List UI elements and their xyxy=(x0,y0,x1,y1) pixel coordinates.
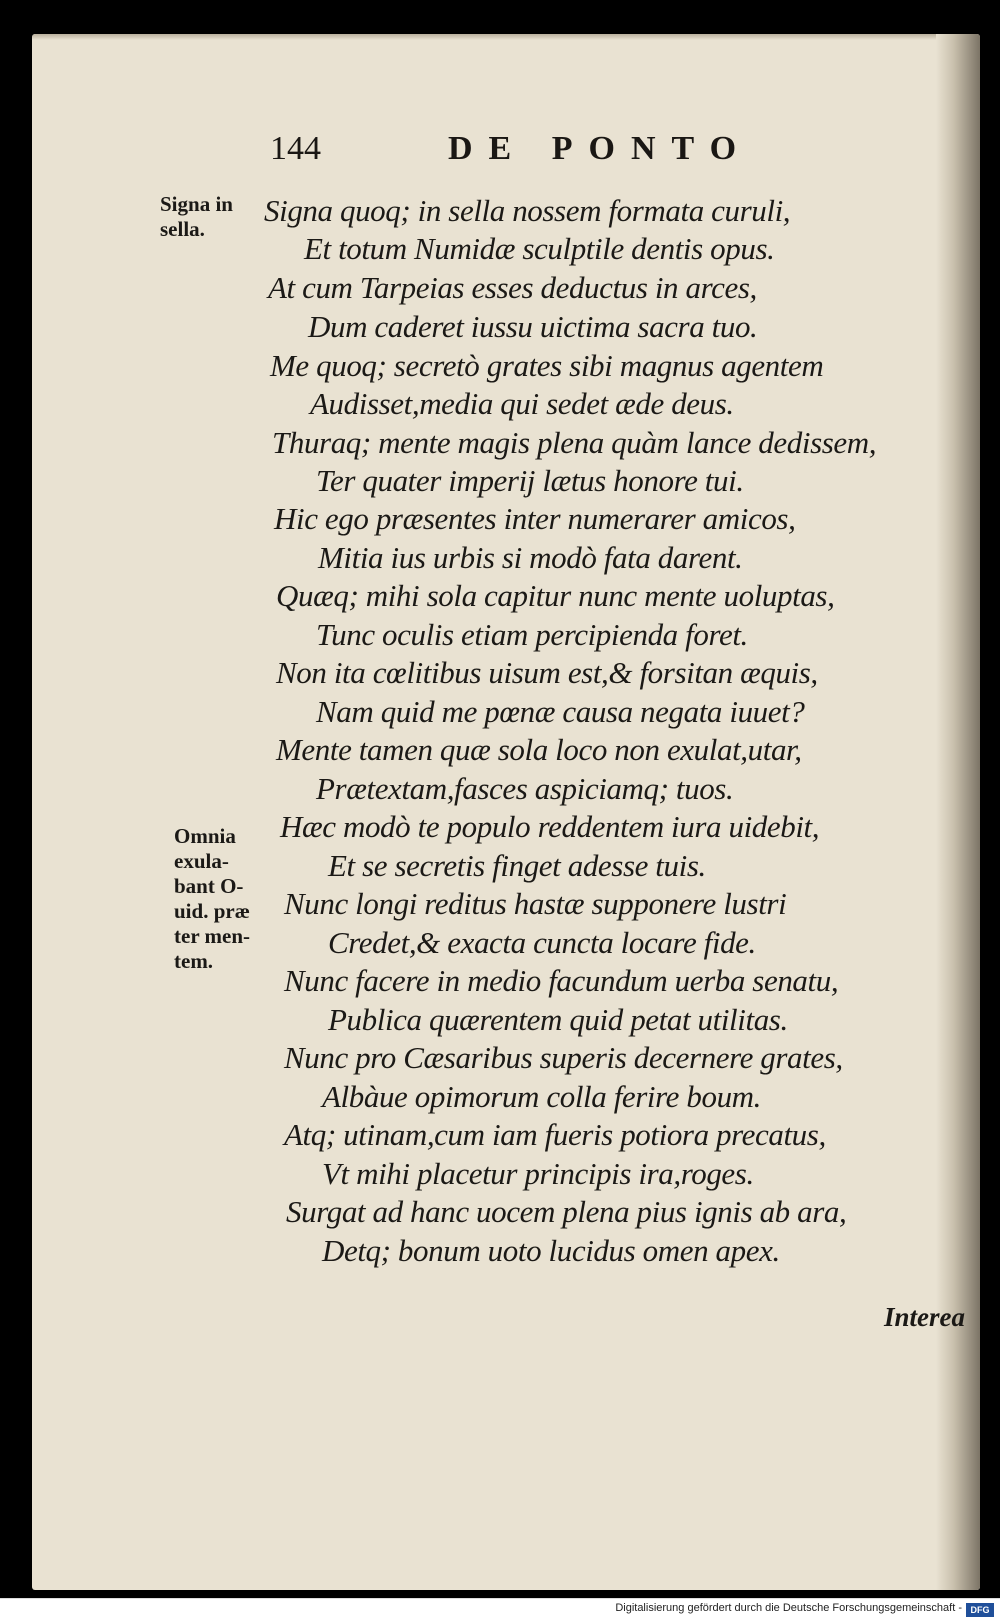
verse-line: Audisset,media qui sedet æde deus. xyxy=(310,386,734,421)
page-top-shadow xyxy=(32,34,980,40)
marginal-note-line: tem. xyxy=(174,949,214,973)
marginal-note-signa xyxy=(160,192,233,242)
catchword: Interea xyxy=(884,1302,965,1332)
marginal-note-line: bant O- xyxy=(174,874,244,898)
verse-line: Hic ego præsentes inter numerarer amicos, xyxy=(274,501,796,536)
verse-line: Detq; bonum uoto lucidus omen apex. xyxy=(322,1233,780,1268)
verse-line: Et se secretis finget adesse tuis. xyxy=(328,848,706,883)
verse-line: Nunc longi reditus hastæ supponere lustri xyxy=(284,886,787,921)
marginal-note-line: exula- xyxy=(174,849,229,873)
running-head: DE PONTO xyxy=(448,130,753,167)
verse-line: Thuraq; mente magis plena quàm lance dedissem, xyxy=(272,425,877,460)
dfg-logo: DFG xyxy=(966,1603,994,1617)
verse-line: Credet,& exacta cuncta locare fide. xyxy=(328,925,756,960)
verse-line: Mitia ius urbis si modò fata darent. xyxy=(318,540,743,575)
verse-line: Tunc oculis etiam percipienda foret. xyxy=(316,617,748,652)
verse-line: Dum caderet iussu uictima sacra tuo. xyxy=(308,309,758,344)
verse-line: Mente tamen quæ sola loco non exulat,utar, xyxy=(276,732,802,767)
marginal-note-line: uid. præ xyxy=(174,899,250,923)
verse-line: Prætextam,fasces aspiciamq; tuos. xyxy=(316,771,734,806)
verse-line: Nam quid me pœnæ causa negata iuuet? xyxy=(316,694,805,729)
verse-line: Surgat ad hanc uocem plena pius ignis ab ara, xyxy=(286,1194,847,1229)
verse-line: Albàue opimorum colla ferire boum. xyxy=(322,1079,762,1114)
marginal-note-line: Omnia xyxy=(174,824,236,848)
verse-line: Publica quærentem quid petat utilitas. xyxy=(328,1002,788,1037)
marginal-note-line: ter men- xyxy=(174,924,250,948)
marginal-note-line: Signa in xyxy=(160,192,233,216)
verse-line: Nunc pro Cæsaribus superis decernere grates, xyxy=(284,1040,843,1075)
page-gutter-edge xyxy=(936,34,980,1590)
page-number: 144 xyxy=(270,130,321,167)
verse-line: Vt mihi placetur principis ira,roges. xyxy=(322,1156,754,1191)
marginal-note-line: sella. xyxy=(160,217,205,241)
funding-credit: Digitalisierung gefördert durch die Deutsche Forschungsgemeinschaft - xyxy=(615,1602,962,1614)
verse-line: Atq; utinam,cum iam fueris potiora precatus, xyxy=(284,1117,826,1152)
verse-line: Nunc facere in medio facundum uerba senatu, xyxy=(284,963,839,998)
verse-line: At cum Tarpeias esses deductus in arces, xyxy=(268,270,757,305)
verse-line: Non ita cœlitibus uisum est,& forsitan æquis, xyxy=(276,655,818,690)
marginal-note-omnia xyxy=(174,824,250,974)
verse-line: Quæq; mihi sola capitur nunc mente uoluptas, xyxy=(276,578,835,613)
verse-line: Ter quater imperij lætus honore tui. xyxy=(316,463,744,498)
book-page xyxy=(32,34,980,1590)
verse-line: Signa quoq; in sella nossem formata curuli, xyxy=(264,193,791,228)
verse-line: Me quoq; secretò grates sibi magnus agentem xyxy=(270,348,824,383)
credit-footer xyxy=(0,1598,1000,1621)
verse-line: Et totum Numidæ sculptile dentis opus. xyxy=(304,231,775,266)
verse-line: Hæc modò te populo reddentem iura uidebit, xyxy=(280,809,820,844)
page-header xyxy=(32,130,980,180)
